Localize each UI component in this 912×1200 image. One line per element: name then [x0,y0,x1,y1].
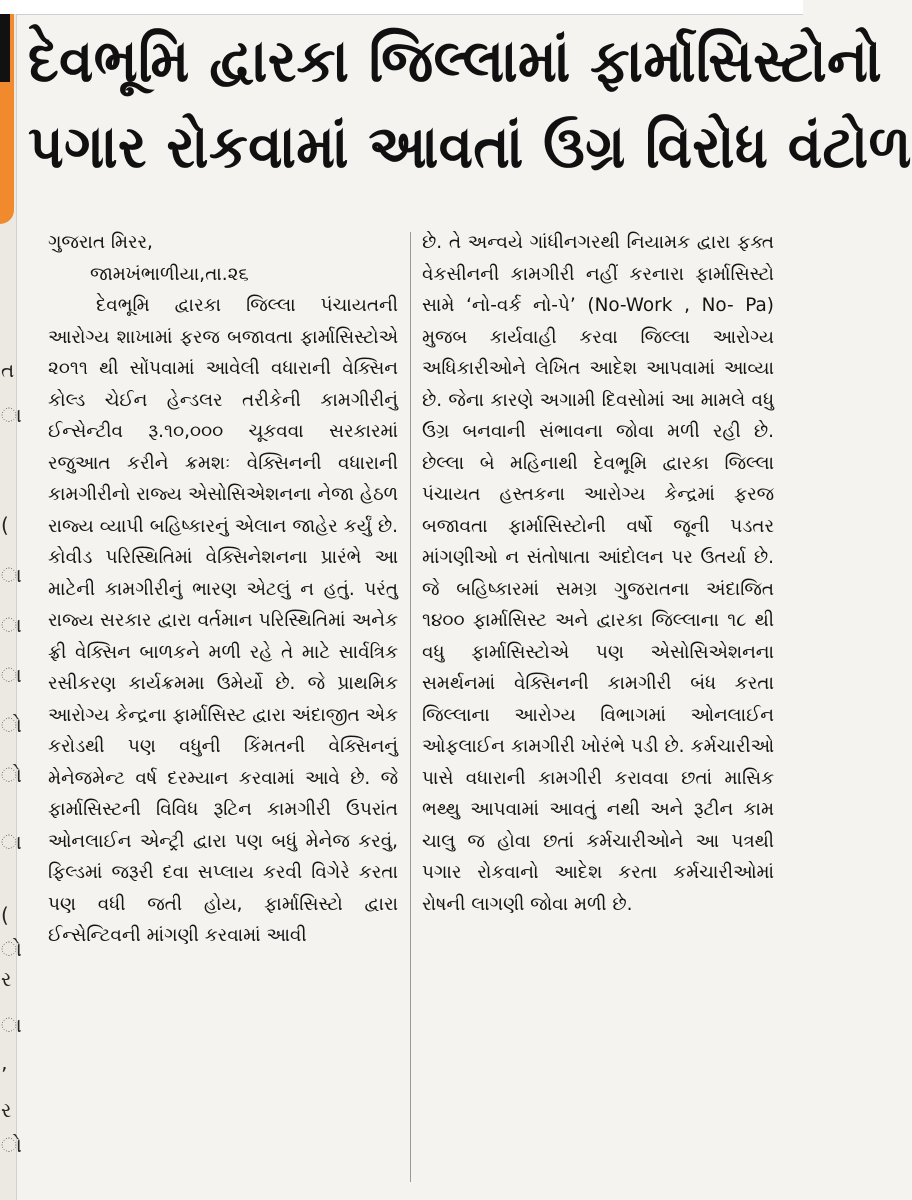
article-body-left: દેવભૂમિ દ્વારકા જિલ્લા પંચાયતની આરોગ્ય શાખામાં ફરજ બજાવતા ફાર્માસિસ્ટોએ ૨૦૧૧ થી સોંપવામાં આવેલી વધારાની વેક્સિન કોલ્ડ ચેઈન હેન્ડલર તરીકેની કામગીરીનું ઈન્સેન્ટીવ રૂ.૧૦,૦૦૦ ચૂકવવા સરકારમાં રજુઆત કરીને ક્રમશઃ વેક્સિનની વધારાની કામગીરીનો રાજ્ય એસોસિએશનના નેજા હેઠળ રાજ્ય વ્યાપી બહિષ્કારનું એલાન જાહેર કર્યું છે. કોવીડ પરિસ્થિતિમાં વેક્સિનેશનના પ્રારંભે આ માટેની કામગીરીનું ભારણ એટલું ન હતું. પરંતુ રાજ્ય સરકાર દ્વારા વર્તમાન પરિસ્થિતિમાં અનેક ફ્રી વેક્સિન બાળકને મળી રહે તે માટે સાર્વત્રિક રસીકરણ કાર્યક્રમમા ઉમેર્યો છે. જે પ્રાથમિક આરોગ્ય કેન્દ્રના ફાર્માસિસ્ટ દ્વારા અંદાજીત એક કરોડથી પણ વધુની કિંમતની વેક્સિનનું મેનેજમેન્ટ વર્ષ દરમ્યાન કરવામાં આવે છે. જે ફાર્માસિસ્ટની વિવિધ રૂટિન કામગીરી ઉપરાંત ઓનલાઈન એન્ટ્રી દ્વારા પણ બધું મેનેજ કરવું, ફિલ્ડમાં જરૂરી દવા સપ્લાય કરવી વિગેરે કરતા પણ વધી જતી હોય, ફાર્માસિસ્ટો દ્વારા ઈન્સેન્ટિવની માંગણી કરવામાં આવી [48,295,398,946]
article-body-right: છે. તે અન્વયે ગાંધીનગરથી નિયામક દ્વારા ફક્ત વેકસીનની કામગીરી નહીં કરનારા ફાર્માસિસ્ટો સામે ‘નો-વર્ક નો-પે’ (No-Work , No- Pa) મુજબ કાર્યવાહી કરવા જિલ્લા આરોગ્ય અધિકારીઓને લેખિત આદેશ આપવામાં આવ્યા છે. જેના કારણે અગામી દિવસોમાં આ મામલે વધુ ઉગ્ર બનવાની સંભાવના જોવા મળી રહી છે. છેલ્લા બે મહિનાથી દેવભૂમિ દ્વારકા જિલ્લા પંચાયત હસ્તકના આરોગ્ય કેન્દ્રમાં ફરજ બજાવતા ફાર્માસિસ્ટોની વર્ષો જૂની પડતર માંગણીઓ ન સંતોષાતા આંદોલન પર ઉતર્યા છે. જે બહિષ્કારમાં સમગ્ર ગુજરાતના અંદાજિત ૧૪૦૦ ફાર્માસિસ્ટ અને દ્વારકા જિલ્લાના ૧૮ થી વધુ ફાર્માસિસ્ટોએ પણ એસોસિએશનના સમર્થનમાં વેક્સિનની કામગીરી બંધ કરતા જિલ્લાના આરોગ્ય વિભાગમાં ઓનલાઈન ઓફલાઈન કામગીરી ખોરંભે પડી છે. કર્મચારીઓ પાસે વધારાની કામગીરી કરાવવા છતાં માસિક ભથ્થુ આપવામાં આવતું નથી અને રૂટીન કામ ચાલુ જ હોવા છતાં કર્મચારીઓને આ પત્રથી પગાર રોકવાનો આદેશ કરતા કર્મચારીઓમાં રોષની લાગણી જોવા મળી છે. [422,232,774,915]
adjacent-fragment: ા [1,613,22,637]
byline-source: ગુજરાત મિરર, [48,232,153,253]
adjacent-fragment: ા [1,1013,22,1037]
adjacent-fragment: ર [1,967,12,991]
adjacent-fragment: ો [1,763,22,787]
adjacent-article-strip [0,14,22,1200]
adjacent-fragment: ’ [1,1063,8,1087]
article-headline [28,18,912,190]
adjacent-black-bar [0,14,10,82]
column-divider [410,232,411,1182]
adjacent-fragment: ા [1,403,22,427]
adjacent-fragment: ો [1,713,22,737]
article-column-right [422,227,774,920]
adjacent-fragment: ( [1,903,9,927]
adjacent-fragment: ા [1,830,22,854]
adjacent-fragment: ા [1,663,22,687]
top-page-rule [0,0,803,15]
adjacent-fragment: ( [1,513,9,537]
adjacent-fragment: ત [1,358,15,382]
adjacent-fragment: ા [1,563,22,587]
headline-line-1: દેવભૂમિ દ્વારકા જિલ્લામાં ફાર્માસિસ્ટોનો [28,26,883,95]
byline-dateline: જામખંભાળીયા,તા.૨૬ [90,263,249,285]
adjacent-fragment: ર [1,1098,12,1122]
adjacent-fragment: ો [1,937,22,961]
article-column-left [48,227,398,952]
headline-line-2: પગાર રોકવામાં આવતાં ઉગ્ર વિરોધ વંટોળ [28,112,912,181]
adjacent-fragment: ો [1,1133,22,1157]
